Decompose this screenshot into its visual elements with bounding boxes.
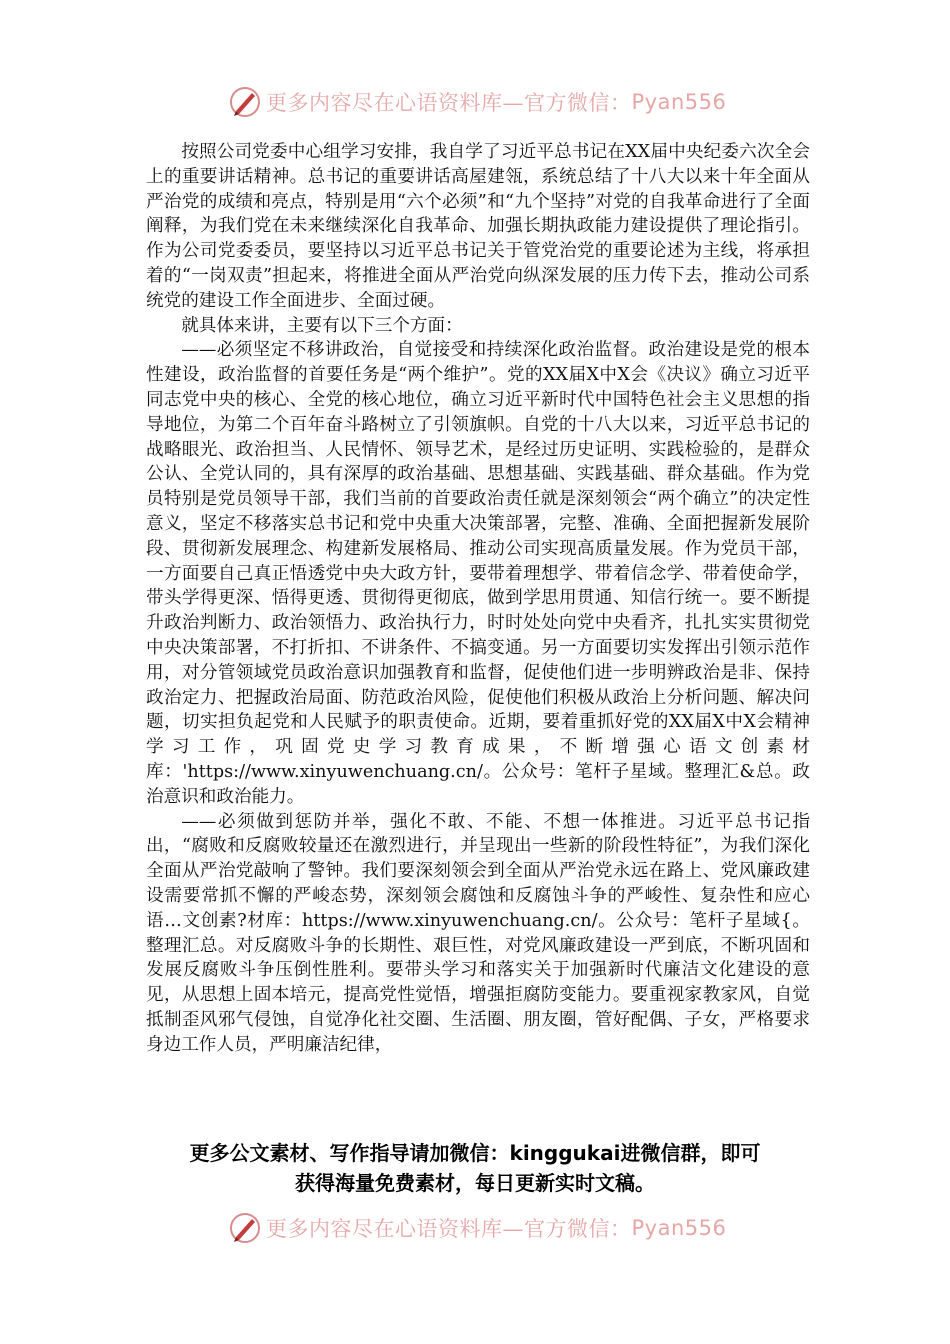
pen-logo-icon: [228, 1211, 262, 1245]
paragraph: 就具体来讲，主要有以下三个方面：: [181, 315, 463, 336]
paragraph: ——必须做到惩防并举，强化不敢、不能、不想一体推进。习近平总书记指出，“腐败和反腐败较量还在激烈进行，并呈现出一些新的阶段性特征”，为我们深化全面从严治党敲响了警钟。我们要深刻领会到全面从严治党永远在路上、党风廉政建设需要常抓不懈的严峻态势，深刻领会腐蚀和反腐蚀斗争的严峻性、复杂性和应心语…文创素?材库：https://www.xinyuwenchuang.cn/。公众号：笔杆子星域{。整理汇总。对反腐败斗争的长期性、艰巨性，对党风廉政建设一严到底，不断巩固和发展反腐败斗争压倒性胜利。要带头学习和落实关于加强新时代廉洁文化建设的意见，从思想上固本培元，提高党性觉悟，增强拒腐防变能力。要重视家教家风，自觉抵制歪风邪气侵蚀，自觉净化社交圈、生活圈、朋友圈，管好配偶、子女，严格要求身边工作人员，严明廉洁纪律，: [146, 811, 810, 1055]
paragraph: ——必须坚定不移讲政治，自觉接受和持续深化政治监督。政治建设是党的根本性建设，政治监督的首要任务是“两个维护”。党的XX届X中X会《决议》确立习近平同志党中央的核心、全党的核心地位，确立习近平新时代中国特色社会主义思想的指导地位，为第二个百年奋斗路树立了引领旗帜。自党的十八大以来，习近平总书记的战略眼光、政治担当、人民情怀、领导艺术，是经过历史证明、实践检验的，是群众公认、全党认同的，具有深厚的政治基础、思想基础、实践基础、群众基础。作为党员特别是党员领导干部，我们当前的首要政治责任就是深刻领会“两个确立”的决定性意义，坚定不移落实总书记和党中央重大决策部署，完整、准确、全面把握新发展阶段、贯彻新发展理念、构建新发展格局、推动公司实现高质量发展。作为党员干部，一方面要自己真正悟透党中央大政方针，要带着理想学、带着信念学、带着使命学，带头学得更深、悟得更透、贯彻得更彻底，做到学思用贯通、知信行统一。要不断提升政治判断力、政治领悟力、政治执行力，时时处处向党中央看齐，扎扎实实贯彻党中央决策部署，不打折扣、不讲条件、不搞变通。另一方面要切实发挥出引领示范作用，对分管领域党员政治意识加强教育和监督，促使他们进一步明辨政治是非、保持政治定力、把握政治局面、防范政治风险，促使他们积极从政治上分析问题、解决问题，切实担负起党和人民赋予的职责使命。近期，要着重抓好党的XX届X中X会精神学习工作，巩固党史学习教育成果，不断增强心语文创素材库：'https://www.xinyuwenchuang.cn/。公众号：笔杆子星域。整理汇&总。政治意识和政治能力。: [146, 340, 810, 807]
promo-line-2: 获得海量免费素材，每日更新实时文稿。: [295, 1171, 655, 1195]
watermark-text: 更多内容尽在心语资料库—官方微信：: [266, 91, 632, 115]
watermark-footer: [228, 1208, 748, 1248]
promo-line-1: 更多公文素材、写作指导请加微信：kinggukai进微信群，即可: [189, 1141, 761, 1165]
watermark-header: [228, 82, 748, 122]
watermark-id: Pyan556: [631, 1216, 727, 1240]
paragraph: 按照公司党委中心组学习安排，我自学了习近平总书记在XX届中央纪委六次全会上的重要讲话精神。总书记的重要讲话高屋建瓴，系统总结了十八大以来十年全面从严治党的成绩和亮点，特别是用“六个必须”和“九个坚持”对党的自我革命进行了全面阐释，为我们党在未来继续深化自我革命、加强长期执政能力建设提供了理论指引。作为公司党委委员，要坚持以习近平总书记关于管党治党的重要论述为主线，将承担着的“一岗双责”担起来，将推进全面从严治党向纵深发展的压力传下去，推动公司系统党的建设工作全面进步、全面过硬。: [146, 142, 810, 311]
watermark-text: 更多内容尽在心语资料库—官方微信：: [266, 1217, 632, 1241]
watermark-id: Pyan556: [631, 90, 727, 114]
promo-notice: [100, 1138, 850, 1198]
document-body: [146, 140, 810, 1057]
pen-logo-icon: [228, 85, 262, 119]
